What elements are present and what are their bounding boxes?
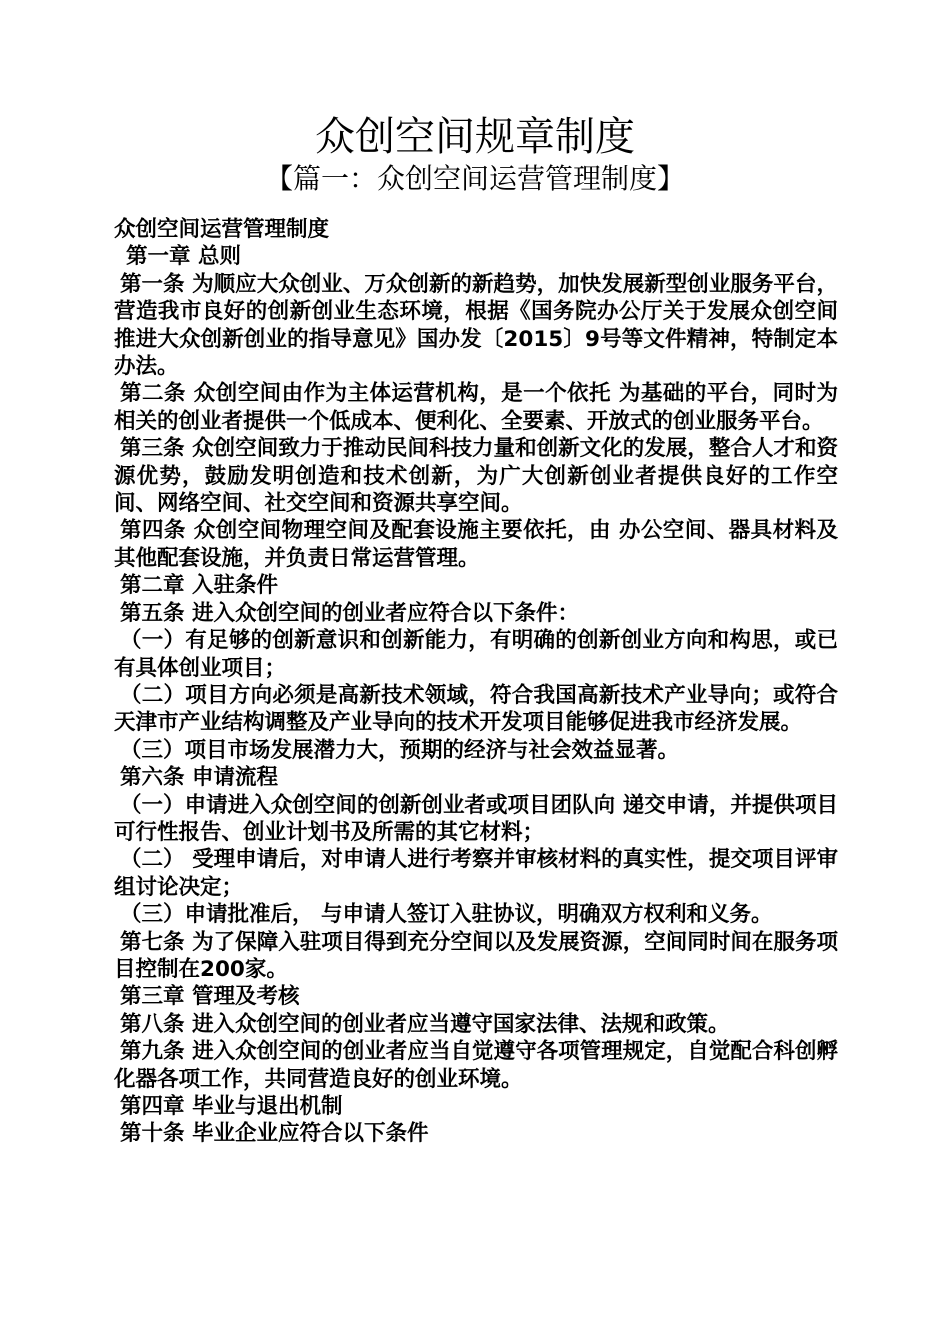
section-heading: 众创空间运营管理制度: [114, 217, 330, 242]
list-item: （一）申请进入众创空间的创新创业者或项目团队向 递交申请，并提供项目可行性报告、创业计划书及所需的其它材料；: [114, 792, 838, 845]
article-paragraph: 第七条 为了保障入驻项目得到充分空间以及发展资源，空间同时间在服务项目控制在200家。: [114, 929, 838, 982]
document-subtitle: 【篇一：众创空间运营管理制度】: [264, 162, 685, 195]
article-paragraph: 第九条 进入众创空间的创业者应当自觉遵守各项管理规定，自觉配合科创孵化器各项工作，共同营造良好的创业环境。: [114, 1039, 838, 1092]
list-item: （一）有足够的创新意识和创新能力，有明确的创新创业方向和构思，或已有具体创业项目；: [114, 628, 838, 681]
article-paragraph: 第一条 为顺应大众创业、万众创新的新趋势，加快发展新型创业服务平台，营造我市良好的创新创业生态环境，根据《国务院办公厅关于发展众创空间推进大众创新创业的指导意见》国办发〔2015〕9号等文件精神，特制定本办法。: [114, 271, 838, 380]
chapter-heading: 第四章 毕业与退出机制: [120, 1094, 343, 1119]
chapter-heading: 第三章 管理及考核: [120, 984, 300, 1010]
article-paragraph: 第三条 众创空间致力于推动民间科技力量和创新文化的发展，整合人才和资源优势，鼓励发明创造和技术创新，为广大创新创业者提供良好的工作空间、网络空间、社交空间和资源共享空间。: [114, 436, 838, 517]
list-item: （三）项目市场发展潜力大，预期的经济与社会效益显著。: [120, 737, 680, 763]
document-title: 众创空间规章制度: [315, 114, 635, 160]
article-paragraph: 第八条 进入众创空间的创业者应当遵守国家法律、法规和政策。: [120, 1011, 730, 1037]
list-item: （二） 受理申请后，对申请人进行考察并审核材料的真实性，提交项目评审组讨论决定；: [114, 847, 838, 900]
article-paragraph: 第十条 毕业企业应符合以下条件: [120, 1121, 429, 1147]
list-item: （二）项目方向必须是高新技术领域，符合我国高新技术产业导向；或符合天津市产业结构调整及产业导向的技术开发项目能够促进我市经济发展。: [114, 682, 838, 736]
article-paragraph: 第四条 众创空间物理空间及配套设施主要依托，由 办公空间、器具材料及其他配套设施，并负责日常运营管理。: [114, 518, 838, 571]
article-paragraph: 第二条 众创空间由作为主体运营机构，是一个依托 为基础的平台，同时为相关的创业者提供一个低成本、便利化、全要素、开放式的创业服务平台。: [114, 381, 838, 434]
article-paragraph: 第五条 进入众创空间的创业者应符合以下条件：: [120, 600, 579, 626]
document-body: [114, 216, 838, 1148]
article-paragraph: 第六条 申请流程: [120, 765, 278, 791]
list-item: （三）申请批准后， 与申请人签订入驻协议，明确双方权利和义务。: [120, 902, 773, 928]
chapter-heading: 第二章 入驻条件: [120, 573, 278, 599]
chapter-heading: 第一章 总则: [126, 244, 241, 270]
